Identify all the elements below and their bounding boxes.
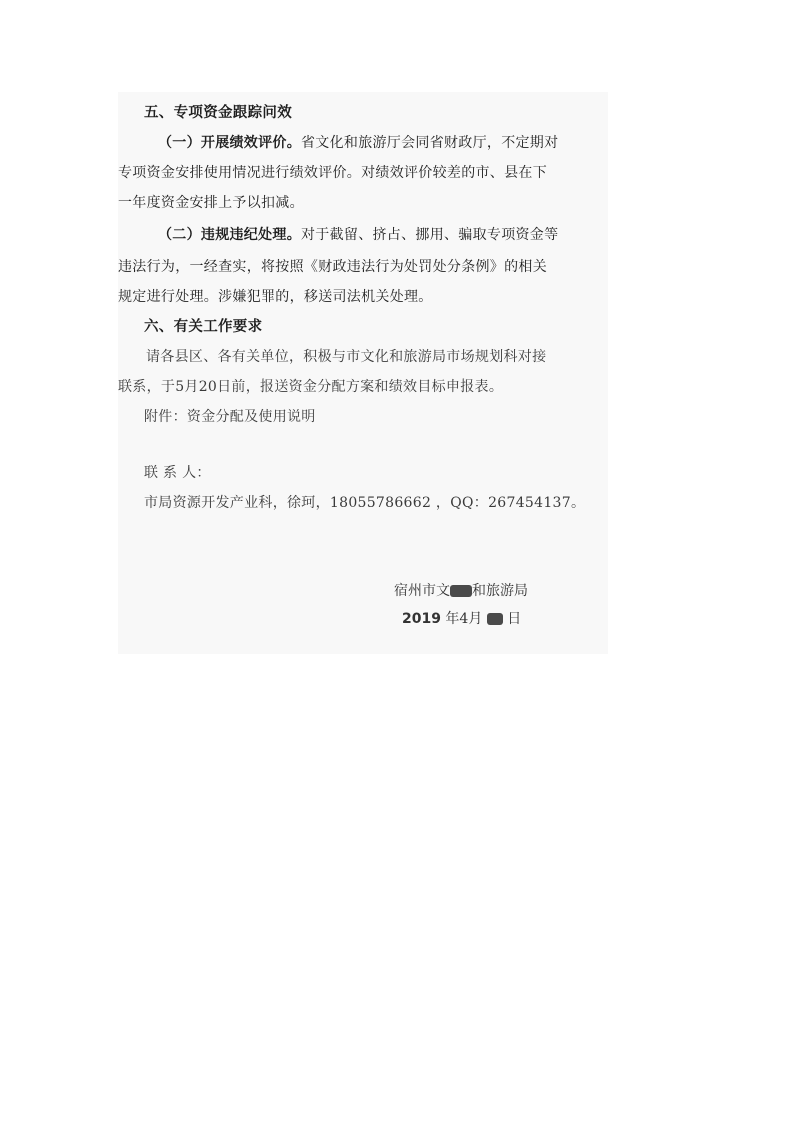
section-five-heading: 五、专项资金跟踪问效 [144,105,292,121]
item-one-line-3: 一年度资金安排上予以扣减。 [118,195,304,211]
item-two-line-2: 违法行为，一经查实，将按照《财政违法行为处罚处分条例》的相关 [118,259,547,275]
org-name-part-2: 和旅游局 [472,583,528,599]
section-six-heading: 六、有关工作要求 [144,319,263,335]
item-one-text-1: 省文化和旅游厅会同省财政厅，不定期对 [301,135,559,151]
item-one-label: （一）开展绩效评价。 [158,135,301,151]
item-one-line-2: 专项资金安排使用情况进行绩效评价。对绩效评价较差的市、县在下 [118,165,547,181]
item-two-text-1: 对于截留、挤占、挪用、骗取专项资金等 [301,227,559,243]
issue-date-day-suffix: 日 [507,611,522,627]
item-one-line-1 [158,134,558,152]
issue-date-month: 年4月 [445,611,483,627]
issuing-organization [394,580,528,600]
requirement-line-2: 联系，于5月20日前，报送资金分配方案和绩效目标申报表。 [118,379,504,395]
ink-smudge-mark [450,585,472,597]
org-name-part-1: 宿州市文 [394,583,450,599]
requirement-line-1: 请各县区、各有关单位，积极与市文化和旅游局市场规划科对接 [146,349,547,365]
ink-smudge-mark [487,613,503,625]
scanned-page [118,92,608,654]
attachment-line: 附件：资金分配及使用说明 [144,409,316,425]
item-two-line-1 [158,226,558,244]
issue-date [402,608,521,628]
contact-details: 市局资源开发产业科，徐珂，18055786662 ，QQ：267454137。 [144,495,586,511]
item-two-label: （二）违规违纪处理。 [158,227,301,243]
item-two-line-3: 规定进行处理。涉嫌犯罪的，移送司法机关处理。 [118,289,433,305]
issue-date-year: 2019 [402,611,441,627]
contact-label: 联 系 人： [144,465,211,481]
